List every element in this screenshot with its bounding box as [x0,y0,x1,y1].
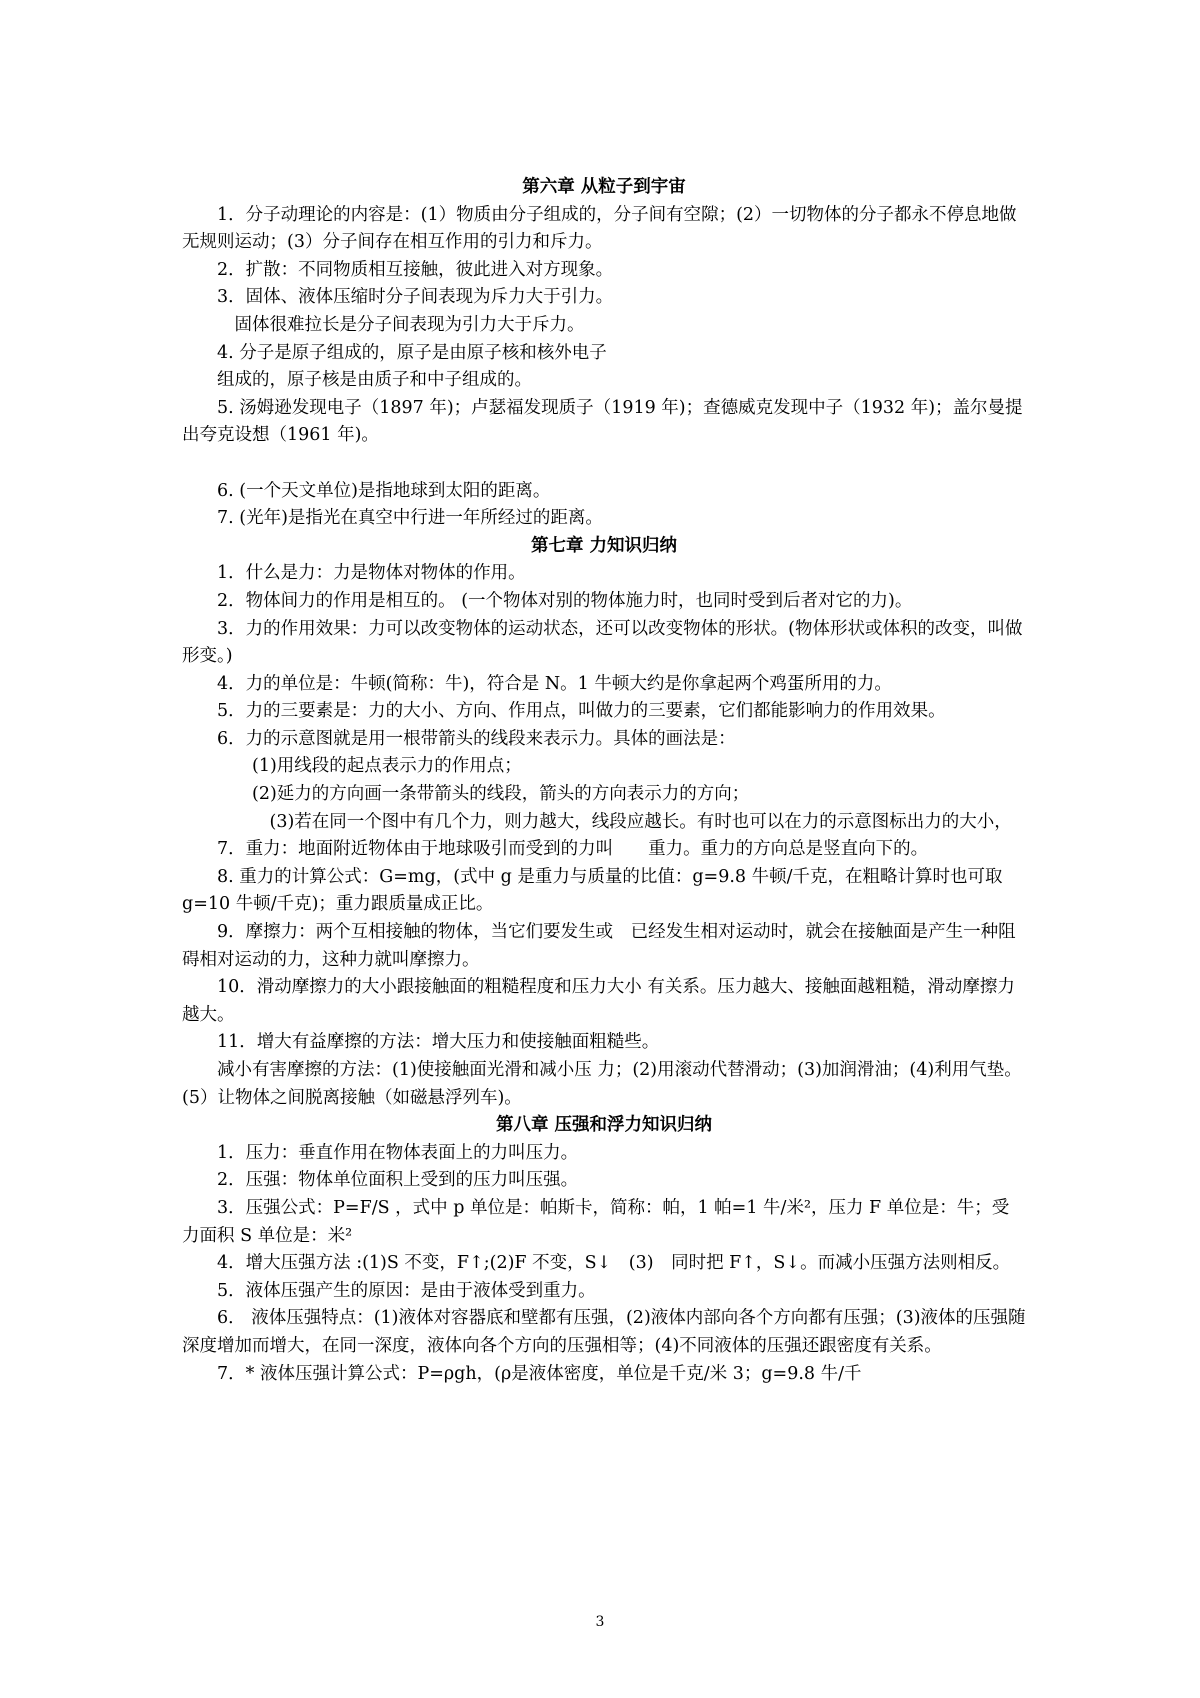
document-body [182,174,1026,1388]
paragraph: 4. 分子是原子组成的，原子是由原子核和核外电子 [217,342,607,363]
paragraph: 4．力的单位是：牛顿(简称：牛)，符合是 N。1 牛顿大约是你拿起两个鸡蛋所用的力。 [217,673,892,694]
paragraph: 9．摩擦力：两个互相接触的物体，当它们要发生或 已经发生相对运动时，就会在接触面是产生一种阻碍相对运动的力，这种力就叫摩擦力。 [182,922,1016,970]
paragraph: (3)若在同一个图中有几个力，则力越大，线段应越长。有时也可以在力的示意图标出力的大小， [269,811,1012,832]
paragraph: (2)延力的方向画一条带箭头的线段，箭头的方向表示力的方向； [252,784,750,805]
paragraph: 3．压强公式：P=F/S ，式中 p 单位是：帕斯卡，简称：帕，1 帕=1 牛/米²，压力 F 单位是：牛；受力面积 S 单位是：米² [182,1197,1010,1246]
paragraph: 6．力的示意图就是用一根带箭头的线段来表示力。具体的画法是： [217,728,736,749]
paragraph: 2．压强：物体单位面积上受到的压力叫压强。 [217,1170,579,1191]
paragraph: 8. 重力的计算公式：G=mg，(式中 g 是重力与质量的比值：g=9.8 牛顿/千克，在粗略计算时也可取 g=10 牛顿/千克)；重力跟质量成正比。 [182,866,1003,915]
paragraph: 7．* 液体压强计算公式：P=ρgh，(ρ是液体密度，单位是千克/米 3；g=9.8 牛/千 [217,1363,862,1384]
paragraph: 1．分子动理论的内容是：(1）物质由分子组成的，分子间有空隙；(2）一切物体的分子都永不停息地做无规则运动；(3）分子间存在相互作用的引力和斥力。 [182,204,1017,253]
paragraph: 固体很难拉长是分子间表现为引力大于斥力。 [234,314,585,335]
paragraph: 3．力的作用效果：力可以改变物体的运动状态，还可以改变物体的形状。(物体形状或体积的改变，叫做形变。) [182,618,1023,667]
paragraph: 组成的，原子核是由质子和中子组成的。 [217,370,532,391]
paragraph: 11．增大有益摩擦的方法：增大压力和使接触面粗糙些。 [217,1032,660,1053]
paragraph: 4．增大压强方法 :(1)S 不变，F↑;(2)F 不变，S↓ (3) 同时把 F↑，S↓。而减小压强方法则相反。 [217,1253,1011,1274]
paragraph: 6． 液体压强特点：(1)液体对容器底和壁都有压强，(2)液体内部向各个方向都有压强；(3)液体的压强随深度增加而增大，在同一深度，液体向各个方向的压强相等；(4)不同液体的压强还跟密度有关系。 [182,1308,1026,1356]
blank-line [182,450,1026,478]
paragraph: 1．压力：垂直作用在物体表面上的力叫压力。 [217,1142,579,1163]
paragraph: 6. (一个天文单位)是指地球到太阳的距离。 [217,480,551,501]
paragraph: 减小有害摩擦的方法：(1)使接触面光滑和减小压 力；(2)用滚动代替滑动；(3)加润滑油；(4)利用气垫。(5）让物体之间脱离接触（如磁悬浮列车)。 [182,1060,1022,1108]
paragraph: 10．滑动摩擦力的大小跟接触面的粗糙程度和压力大小 有关系。压力越大、接触面越粗糙，滑动摩擦力越大。 [182,977,1015,1025]
paragraph: 1．什么是力：力是物体对物体的作用。 [217,563,526,584]
paragraph: 3．固体、液体压缩时分子间表现为斥力大于引力。 [217,287,614,308]
paragraph: 5．液体压强产生的原因：是由于液体受到重力。 [217,1280,596,1301]
paragraph: 5. 汤姆逊发现电子（1897 年)；卢瑟福发现质子（1919 年)；查德威克发现中子（1932 年)；盖尔曼提出夸克设想（1961 年)。 [182,397,1023,446]
paragraph: 2．物体间力的作用是相互的。 (一个物体对别的物体施力时，也同时受到后者对它的力)。 [217,590,913,611]
paragraph: 7．重力：地面附近物体由于地球吸引而受到的力叫 重力。重力的方向总是竖直向下的。 [217,839,929,860]
chapter-7-title: 第七章 力知识归纳 [530,535,678,556]
paragraph: (1)用线段的起点表示力的作用点； [252,756,522,777]
chapter-8-title: 第八章 压强和浮力知识归纳 [495,1115,713,1136]
paragraph: 7. (光年)是指光在真空中行进一年所经过的距离。 [217,508,603,529]
page-number: 3 [595,1614,605,1630]
paragraph: 5．力的三要素是：力的大小、方向、作用点，叫做力的三要素，它们都能影响力的作用效果。 [217,701,946,722]
paragraph: 2．扩散：不同物质相互接触，彼此进入对方现象。 [217,259,614,280]
chapter-6-title: 第六章 从粒子到宇宙 [522,177,686,197]
